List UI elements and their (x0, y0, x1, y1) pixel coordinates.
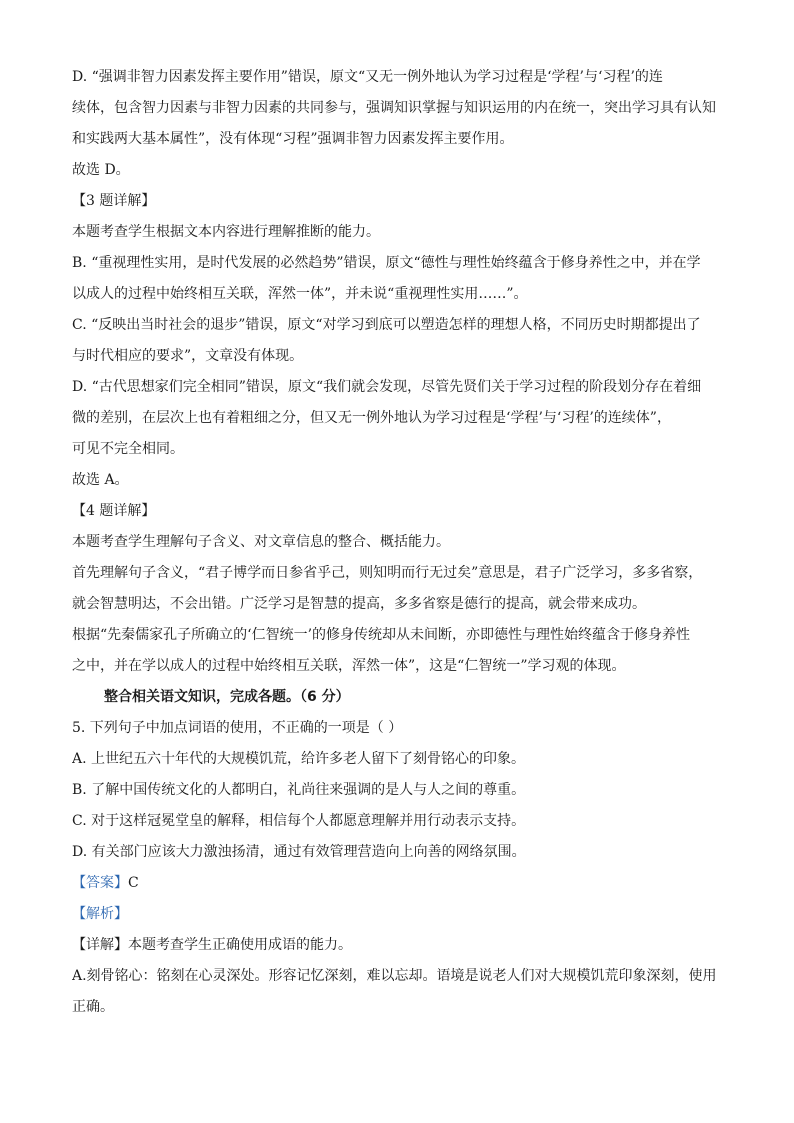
text-line: D. “强调非智力因素发挥主要作用”错误，原文“又无一例外地认为学习过程是‘学程’与‘习程’的连 (72, 69, 663, 85)
text-line: B. “重视理性实用，是时代发展的必然趋势”错误，原文“德性与理性始终蕴含于修身养性之中，并在学 (72, 255, 701, 271)
section-heading: 【4 题详解】 (72, 503, 156, 519)
answer-tag: 【答案】 (72, 875, 128, 891)
text-line: 之中，并在学以成人的过程中始终相互关联，浑然一体”，这是“仁智统一”学习观的体现。 (72, 658, 626, 674)
option-a: A. 上世纪五六十年代的大规模饥荒，给许多老人留下了刻骨铭心的印象。 (72, 751, 526, 767)
section-heading: 【3 题详解】 (72, 193, 156, 209)
text-line: 故选 D。 (72, 162, 130, 178)
text-line: D. “古代思想家们完全相同”错误，原文“我们就会发现，尽管先贤们关于学习过程的阶段划分存在着细 (72, 379, 702, 395)
analysis-tag: 【解析】 (72, 906, 128, 922)
detail-line: A.刻骨铭心：铭刻在心灵深处。形容记忆深刻，难以忘却。语境是说老人们对大规模饥荒印象深刻，使用 (72, 968, 717, 984)
text-line: 与时代相应的要求”，文章没有体现。 (72, 348, 304, 364)
question-stem: 5. 下列句子中加点词语的使用，不正确的一项是（ ） (72, 720, 403, 736)
analysis-line (72, 899, 734, 930)
detail-line: 正确。 (72, 999, 114, 1015)
text-line: 本题考查学生理解句子含义、对文章信息的整合、概括能力。 (72, 534, 450, 550)
text-line: 故选 A。 (72, 472, 129, 488)
option-d: D. 有关部门应该大力激浊扬清，通过有效管理营造向上向善的网络氛围。 (72, 844, 526, 860)
text-line: 微的差别，在层次上也有着粗细之分，但又无一例外地认为学习过程是‘学程’与‘习程’的连续体”， (72, 410, 671, 426)
text-line: 根据“先秦儒家孔子所确立的‘仁智统一’的修身传统却从未间断，亦即德性与理性始终蕴含于修身养性 (72, 627, 691, 643)
text-line: C. “反映出当时社会的退步”错误，原文“对学习到底可以塑造怎样的理想人格，不同历史时期都提出了 (72, 317, 701, 333)
detail-line: 【详解】本题考查学生正确使用成语的能力。 (72, 937, 352, 953)
text-line: 本题考查学生根据文本内容进行理解推断的能力。 (72, 224, 380, 240)
text-line: 可见不完全相同。 (72, 441, 184, 457)
text-line: 首先理解句子含义，“君子博学而日参省乎己，则知明而行无过矣”意思是，君子广泛学习，多多省察， (72, 565, 703, 581)
text-line: 以成人的过程中始终相互关联，浑然一体”，并未说“重视理性实用……”。 (72, 286, 528, 302)
answer-line (72, 868, 734, 899)
option-c: C. 对于这样冠冕堂皇的解释，相信每个人都愿意理解并用行动表示支持。 (72, 813, 526, 829)
text-line: 就会智慧明达，不会出错。广泛学习是智慧的提高，多多省察是德行的提高，就会带来成功。 (72, 596, 646, 612)
section-title: 整合相关语文知识，完成各题。（6 分） (104, 689, 350, 705)
answer-value: C (128, 875, 139, 891)
question-block (72, 713, 734, 868)
option-b: B. 了解中国传统文化的人都明白，礼尚往来强调的是人与人之间的尊重。 (72, 782, 526, 798)
text-line: 和实践两大基本属性”，没有体现“习程”强调非智力因素发挥主要作用。 (72, 131, 514, 147)
text-line: 续体，包含智力因素与非智力因素的共同参与，强调知识掌握与知识运用的内在统一，突出学习具有认知 (72, 100, 716, 116)
explanation-block (72, 62, 734, 682)
detail-block (72, 930, 734, 1023)
